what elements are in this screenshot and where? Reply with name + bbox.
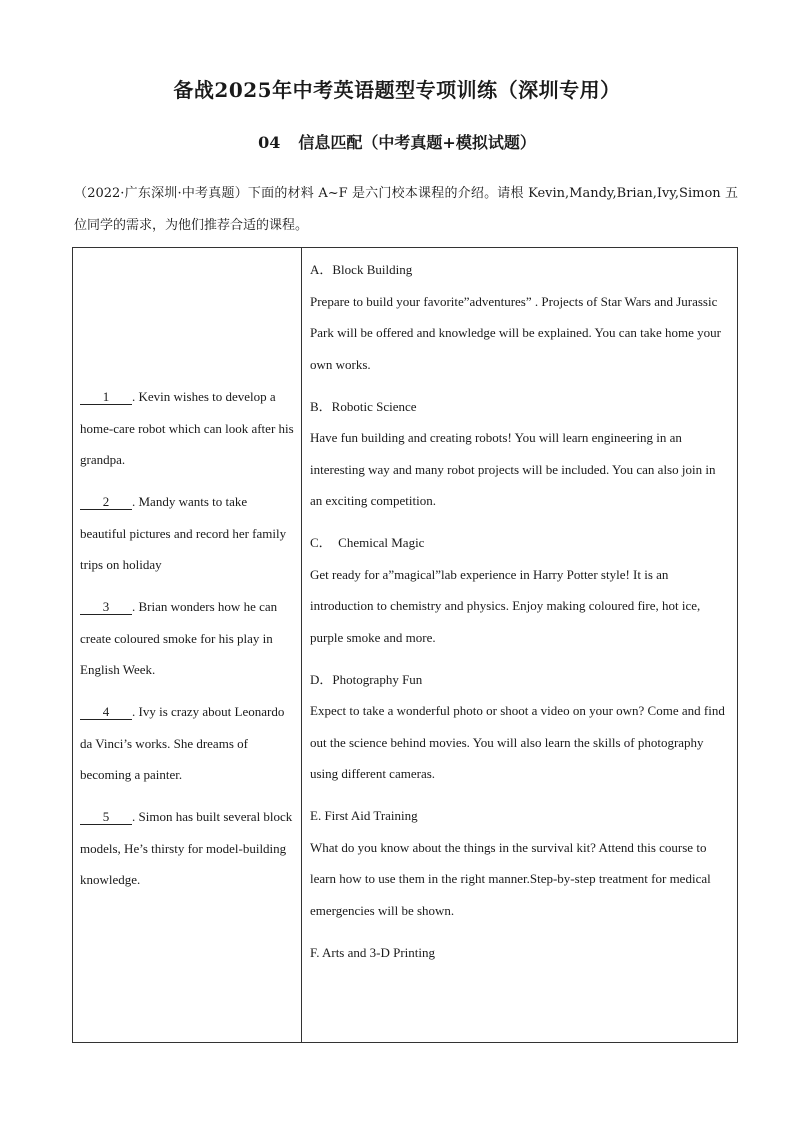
question-text: . Mandy wants to take beautiful pictures and record her family trips on holiday (80, 494, 287, 572)
option-label: D．Photography Fun (310, 671, 423, 687)
section-number: 04 (258, 133, 281, 152)
answer-blank[interactable]: 1 (80, 390, 132, 405)
page-title: 备战2025年中考英语题型专项训练（深圳专用） (173, 78, 621, 102)
matching-table (72, 247, 738, 1043)
option-description: Get ready for a”magical”lab experience in Harry Potter style! It is an introduction to chemistry and physics. Enjoy making coloured fire, hot ice, purple smoke and more. (310, 566, 701, 645)
option-label: B．Robotic Science (310, 398, 417, 414)
question-item (80, 696, 295, 791)
question-item (80, 486, 295, 581)
option-description: Prepare to build your favorite”adventures” . Projects of Star Wars and Jurassic Park will be offered and knowledge will be explained. You can take home your own works. (310, 293, 721, 372)
option-label: F. Arts and 3-D Printing (310, 944, 435, 960)
option-description: What do you know about the things in the survival kit? Attend this course to learn how to use them in the right manner.Step-by-step treatment for medical emergencies will be shown. (310, 839, 711, 918)
option-label: A．Block Building (310, 262, 413, 277)
answer-blank[interactable]: 5 (80, 810, 132, 825)
question-intro: （2022·广东深圳·中考真题）下面的材料 A~F 是六门校本课程的介绍。请根 Kevin,Mandy,Brian,Ivy,Simon 五位同学的需求，为他们推荐合适的课程。 (74, 186, 738, 233)
answer-blank[interactable]: 4 (80, 705, 132, 720)
option-label: E. First Aid Training (310, 808, 418, 823)
question-item (80, 381, 295, 476)
answer-blank[interactable]: 3 (80, 600, 132, 615)
option-label: C． Chemical Magic (310, 535, 425, 550)
answer-blank[interactable]: 2 (80, 495, 132, 510)
section-heading (0, 130, 794, 153)
questions-column (73, 248, 302, 1042)
option-description: Have fun building and creating robots! You will learn engineering in an interesting way and many robot projects will be included. You can also join in an exciting competition. (310, 430, 716, 508)
option-description: Expect to take a wonderful photo or shoot a video on your own? Come and find out the science behind movies. You will also learn the skills of photography using different cameras. (310, 703, 725, 781)
question-text: . Simon has built several block models, He’s thirsty for model-building knowledge. (80, 809, 293, 887)
question-item (80, 801, 295, 896)
question-text: . Brian wonders how he can create coloured smoke for his play in English Week. (80, 599, 278, 677)
question-item (80, 591, 295, 686)
section-title: 信息匹配（中考真题+模拟试题） (298, 133, 536, 152)
question-text: . Ivy is crazy about Leonardo da Vinci’s works. She dreams of becoming a painter. (80, 704, 285, 782)
question-text: . Kevin wishes to develop a home-care robot which can look after his grandpa. (80, 389, 294, 467)
options-column (302, 248, 737, 1042)
